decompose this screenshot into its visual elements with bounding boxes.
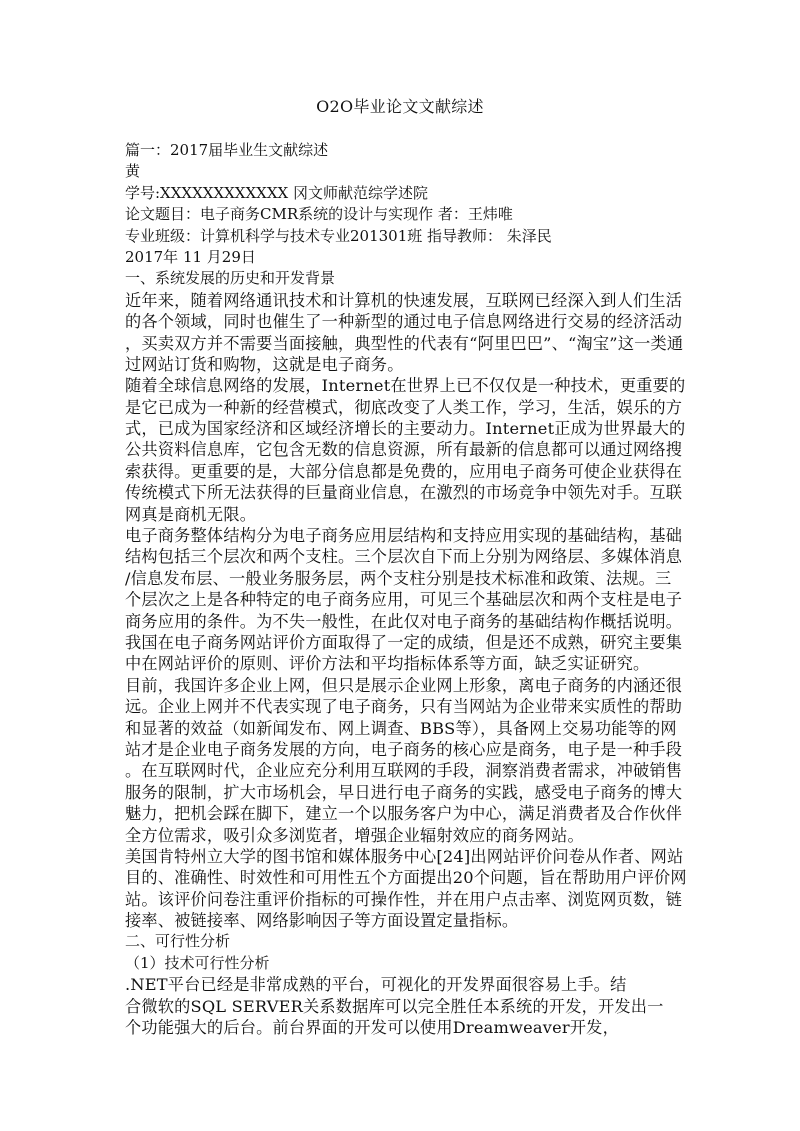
text-line: /信息发布层、一般业务服务层，两个支柱分别是技术标准和政策、法规。三	[125, 568, 672, 588]
text-line: 过网站订货和购物，这就是电子商务。	[125, 354, 404, 374]
text-line: 和显著的效益（如新闻发布、网上调查、BBS等），具备网上交易功能等的网	[125, 718, 677, 738]
text-line: 网真是商机无限。	[125, 504, 257, 524]
text-line: 结构包括三个层次和两个支柱。三个层次自下而上分别为网络层、多媒体消息	[125, 547, 683, 567]
document-body	[125, 140, 685, 1038]
document-title: O2O毕业论文文献综述	[316, 97, 484, 116]
text-line: 我国在电子商务网站评价方面取得了一定的成绩，但是还不成熟，研究主要集	[125, 632, 683, 652]
text-line: 目前，我国许多企业上网，但只是展示企业网上形象，离电子商务的内涵还很	[125, 675, 683, 695]
text-line: 美国肯特州立大学的图书馆和媒体服务中心[24]出网站评价问卷从作者、网站	[125, 846, 684, 866]
text-line: .NET平台已经是非常成熟的平台，可视化的开发界面很容易上手。结	[125, 975, 627, 995]
section-heading: 一、系统发展的历史和开发背景	[125, 269, 336, 288]
text-line: 中在网站评价的原则、评价方法和平均指标体系等方面，缺乏实证研究。	[125, 654, 650, 674]
text-line: 接率、被链接率、网络影响因子等方面设置定量指标。	[125, 911, 519, 931]
text-line: 。在互联网时代，企业应充分利用互联网的手段，洞察消费者需求，冲破销售	[125, 761, 683, 781]
text-line: 电子商务整体结构分为电子商务应用层结构和支持应用实现的基础结构，基础	[125, 526, 683, 546]
text-line: 学号:XXXXXXXXXXXX 冈文师献范综学述院	[125, 183, 428, 202]
text-line: 的各个领域，同时也催生了一种新型的通过电子信息网络进行交易的经济活动	[125, 312, 683, 332]
text-line: 站才是企业电子商务发展的方向，电子商务的核心应是商务，电子是一种手段	[125, 739, 683, 759]
text-line: 2017年 11 月29日	[125, 247, 256, 266]
text-line: 合微软的SQL SERVER关系数据库可以完全胜任本系统的开发，开发出一	[125, 996, 664, 1016]
text-line: 商务应用的条件。为不失一般性，在此仅对电子商务的基础结构作概括说明。	[125, 611, 683, 631]
text-line: 服务的限制，扩大市场机会，早日进行电子商务的实践，感受电子商务的博大	[125, 782, 683, 802]
text-line: ，买卖双方并不需要当面接触，典型性的代表有“阿里巴巴”、“淘宝”这一类通	[125, 333, 684, 353]
text-line: 索获得。更重要的是，大部分信息都是免费的，应用电子商务可使企业获得在	[125, 461, 683, 481]
text-line: 站。该评价问卷注重评价指标的可操作性，并在用户点击率、浏览网页数，链	[125, 889, 683, 909]
text-line: 魅力，把机会踩在脚下，建立一个以服务客户为中心，满足消费者及合作伙伴	[125, 804, 683, 824]
text-line: 近年来，随着网络通讯技术和计算机的快速发展，互联网已经深入到人们生活	[125, 290, 683, 310]
text-line: 个层次之上是各种特定的电子商务应用，可见三个基础层次和两个支柱是电子	[125, 590, 683, 610]
text-line: 传统模式下所无法获得的巨量商业信息，在激烈的市场竞争中领先对手。互联	[125, 483, 683, 503]
text-line: 论文题目：电子商务CMR系统的设计与实现作 者：王炜唯	[125, 205, 513, 224]
text-line: 式，已成为国家经济和区域经济增长的主要动力。Internet正成为世界最大的	[125, 419, 686, 439]
text-line: 个功能强大的后台。前台界面的开发可以使用Dreamweaver开发，	[125, 1018, 619, 1038]
text-line: 全方位需求，吸引众多浏览者，增强企业辐射效应的商务网站。	[125, 825, 584, 845]
text-line: 远。企业上网并不代表实现了电子商务，只有当网站为企业带来实质性的帮助	[125, 697, 683, 717]
text-line: 随着全球信息网络的发展，Internet在世界上已不仅仅是一种技术，更重要的	[125, 376, 686, 396]
text-line: 篇一：2017届毕业生文献综述	[125, 141, 329, 159]
text-line: 专业班级：计算机科学与技术专业201301班 指导教师： 朱泽民	[125, 226, 552, 245]
text-line: 目的、准确性、时效性和可用性五个方面提出20个问题，旨在帮助用户评价网	[125, 868, 687, 888]
text-line: 黄	[125, 162, 141, 181]
section-heading: 二、可行性分析	[125, 932, 231, 951]
text-line: 公共资料信息库，它包含无数的信息资源，所有最新的信息都可以通过网络搜	[125, 440, 683, 460]
subsection-heading: （1）技术可行性分析	[125, 953, 270, 972]
text-line: 是它已成为一种新的经营模式，彻底改变了人类工作，学习，生活，娱乐的方	[125, 397, 683, 417]
